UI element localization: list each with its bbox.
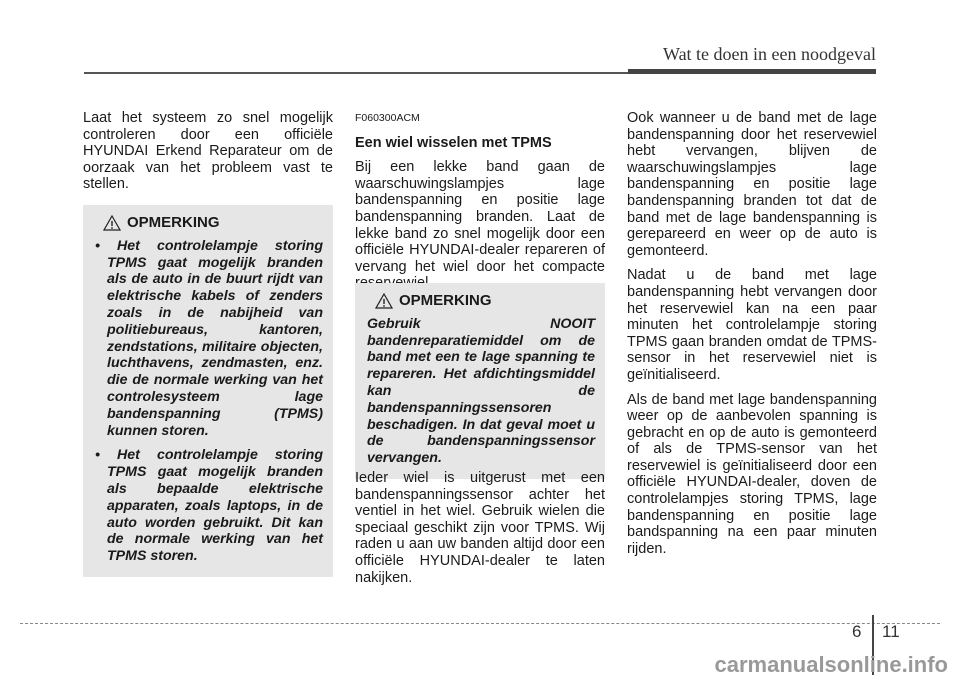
note-box-left bbox=[83, 205, 333, 577]
intro-paragraph: Laat het systeem zo snel mogelijk controleren door een officiële HYUNDAI Erkend Reparateur om de oorzaak van het probleem vast te stellen. bbox=[83, 110, 333, 193]
note-item: • Het controlelampje storing TPMS gaat mogelijk branden als de auto in de buurt rijdt van elektrische kabels of zenders zoals in de nabijheid van politiebureaus, kantoren, zendstations, militaire objecten, luchthavens, zendmasten, enz. die de normale werking van het controlesysteem lage bandenspanning (TPMS) kunnen storen. bbox=[95, 237, 323, 439]
note-heading-label: OPMERKING bbox=[127, 214, 220, 231]
page-number: 11 bbox=[882, 622, 900, 641]
watermark: carmanualsonline.info bbox=[714, 652, 948, 677]
section-heading: Een wiel wisselen met TPMS bbox=[355, 134, 552, 151]
column-middle bbox=[355, 110, 605, 300]
column-middle-lower bbox=[355, 470, 605, 594]
note-text: Gebruik NOOIT bandenreparatiemiddel om de band met een te lage spanning te repareren. Het afdichtingsmiddel kan de bandenspanningssensoren beschadigen. In dat geval moet u de bandenspanningssensor vervangen. bbox=[367, 315, 595, 467]
note-box-middle bbox=[355, 283, 605, 479]
paragraph: Nadat u de band met lage bandenspanning hebt vervangen door het reservewiel kan na een paar minuten het controlelampje storing TPMS gaan branden omdat de TPMS-sensor in het reservewiel niet is geïnitialiseerd. bbox=[627, 267, 877, 383]
warning-triangle-icon bbox=[375, 293, 393, 309]
page-header-title: Wat te doen in een noodgeval bbox=[663, 44, 876, 64]
paragraph: Bij een lekke band gaan de waarschuwingslampjes lage bandenspanning en positie lage bandenspanning branden. Laat de lekke band zo snel mogelijk door een officiële HYUNDAI-dealer repareren of vervang het wiel door het compacte bbox=[355, 159, 605, 275]
header-rule-accent bbox=[628, 69, 876, 74]
note-heading bbox=[375, 293, 595, 310]
note-heading bbox=[103, 215, 323, 232]
note-heading-label: OPMERKING bbox=[399, 292, 492, 309]
chapter-number: 6 bbox=[852, 622, 862, 641]
column-left bbox=[83, 110, 333, 201]
section-code: F060300ACM bbox=[355, 112, 420, 124]
paragraph: Ook wanneer u de band met de lage bandenspanning door het reservewiel hebt vervangen, blijven de waarschuwingslampjes lage bandenspanning en positie lage bandenspanning branden tot dat de band met de lage bandenspanning is gerepareerd en weer op de auto is gemonteerd. bbox=[627, 110, 877, 259]
paragraph: Als de band met lage bandenspanning weer op de aanbevolen spanning is gebracht en op de auto is gemonteerd of als de TPMS-sensor van het reservewiel is geïnitialiseerd door een officiële HYUNDAI-dealer, doven de controlelampjes storing TPMS, lage bandenspanning en positie lage bandspanning na een paar minuten rijden. bbox=[627, 391, 877, 557]
paragraph: Ieder wiel is uitgerust met een bandenspanningssensor achter het ventiel in het wiel. Gebruik wielen die speciaal geschikt zijn voor TPMS. Wij raden u aan uw banden altijd door een officiële HYUNDAI-dealer te laten nakijken. bbox=[355, 470, 605, 586]
footer-rule bbox=[20, 623, 940, 624]
column-right bbox=[627, 110, 877, 565]
note-item: • Het controlelampje storing TPMS gaat mogelijk branden als bepaalde elektrische apparaten, zoals laptops, in de auto worden gebruikt. Dit kan de normale werking van het TPMS storen. bbox=[95, 447, 323, 565]
note-list bbox=[95, 238, 323, 565]
warning-triangle-icon bbox=[103, 215, 121, 231]
